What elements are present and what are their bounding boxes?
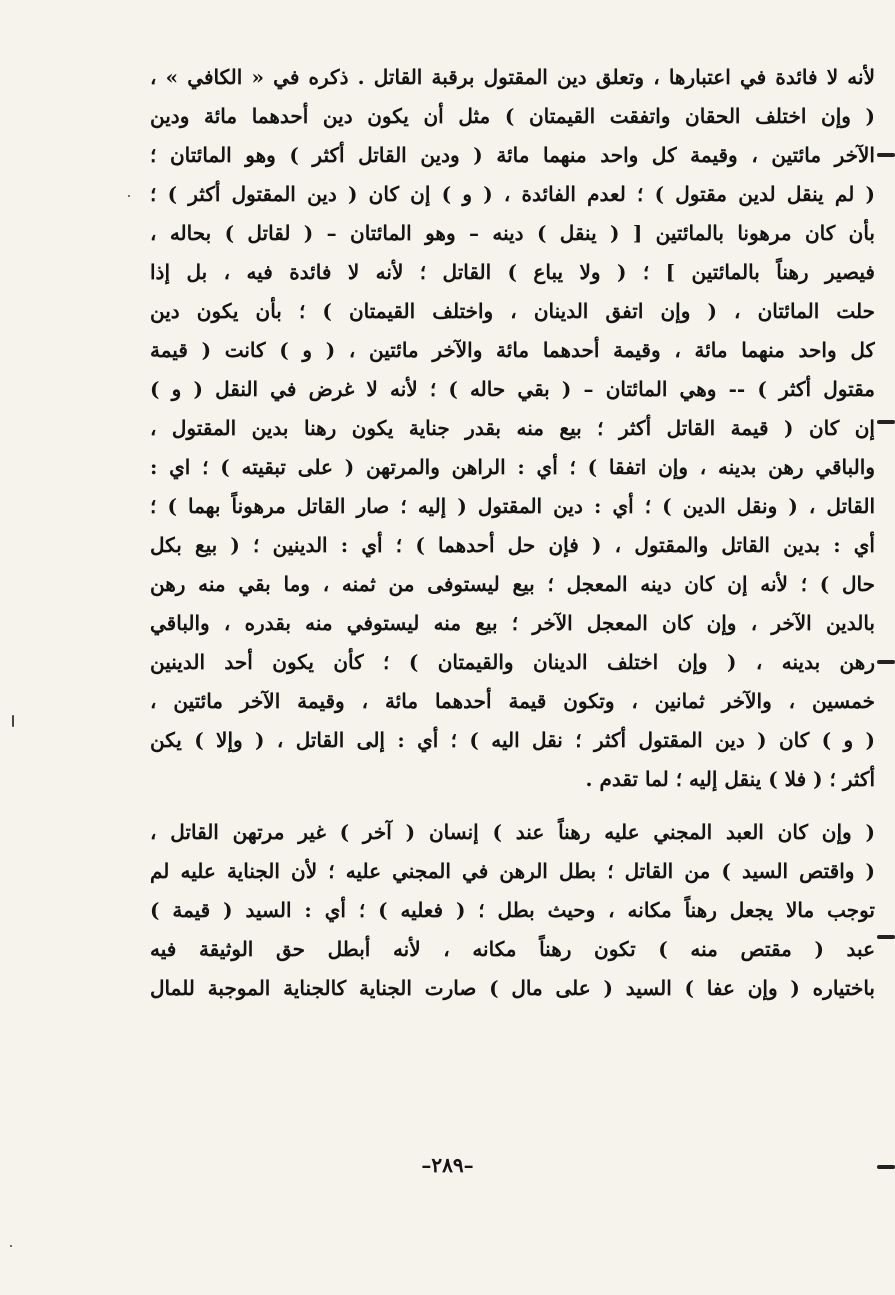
text-line: حال ) ؛ لأنه إن كان دينه المعجل ؛ بيع ليستوفى من ثمنه ، وما بقي منه رهن (150, 572, 875, 596)
text-line: حلت المائتان ، ( وإن اتفق الدينان ، واختلف القيمتان ) ؛ بأن يكون دين (150, 299, 875, 323)
scan-speck (10, 1245, 12, 1247)
text-line: رهن بدينه ، ( وإن اختلف الدينان والقيمتان ) ؛ كأن يكون أحد الدينين (150, 650, 875, 674)
page-number: –٢٨٩– (421, 1153, 474, 1177)
body-text (150, 58, 875, 1008)
margin-mark (877, 935, 895, 939)
text-line: القاتل ، ( ونقل الدين ) ؛ أي : دين المقتول ( إليه ؛ صار القاتل مرهوناً بهما ) ؛ (150, 494, 875, 518)
text-line: ( وإن اختلف الحقان واتفقت القيمتان ) مثل أن يكون دين أحدهما مائة ودين (150, 104, 875, 128)
scan-speck (128, 195, 130, 197)
text-line: إن كان ( قيمة القاتل أكثر ؛ بيع منه بقدر جناية يكون رهنا بدين المقتول ، (150, 416, 875, 440)
text-line: والباقي رهن بدينه ، وإن اتفقا ) ؛ أي : الراهن والمرتهن ( على تبقيته ) ؛ اي : (150, 455, 875, 479)
margin-mark (877, 420, 895, 424)
text-line: فيصير رهناً بالمائتين ] ؛ ( ولا يباع ) القاتل ؛ لأنه لا فائدة فيه ، بل إذا (150, 260, 875, 284)
margin-mark (877, 153, 895, 157)
paragraph-gap (150, 799, 875, 813)
text-line: أكثر ؛ ( فلا ) ينقل إليه ؛ لما تقدم . (585, 767, 875, 791)
text-line: الآخر مائتين ، وقيمة كل واحد منهما مائة ( ودين القاتل أكثر ) وهو المائتان ؛ (150, 143, 875, 167)
text-line: ( و ) كان ( دين المقتول أكثر ؛ نقل اليه ) ؛ أي : إلى القاتل ، ( وإلا ) يكن (150, 728, 875, 752)
text-line: مقتول أكثر ) -- وهي المائتان – ( بقي حاله ) ؛ لأنه لا غرض في النقل ( و ) (150, 377, 875, 401)
margin-mark (877, 660, 895, 664)
text-line: لأنه لا فائدة في اعتبارها ، وتعلق دين المقتول برقبة القاتل . ذكره في « الكافي » ، (150, 65, 875, 89)
text-line: عبد ( مقتص منه ) تكون رهناً مكانه ، لأنه أبطل حق الوثيقة فيه (150, 937, 875, 961)
paragraph-1 (150, 58, 875, 799)
text-line: باختياره ( وإن عفا ) السيد ( على مال ) صارت الجناية كالجناية الموجبة للمال (150, 976, 875, 1000)
text-line: كل واحد منهما مائة ، وقيمة أحدهما مائة والآخر مائتين ، ( و ) كانت ( قيمة (150, 338, 875, 362)
text-line: خمسين ، والآخر ثمانين ، وتكون قيمة أحدهما مائة ، وقيمة الآخر مائتين ، (150, 689, 875, 713)
text-line: ( وإن كان العبد المجني عليه رهناً عند ) إنسان ( آخر ) غير مرتهن القاتل ، (150, 820, 875, 844)
paragraph-2 (150, 813, 875, 1008)
margin-mark (877, 1165, 895, 1169)
text-line: ( لم ينقل لدين مقتول ) ؛ لعدم الفائدة ، ( و ) إن كان ( دين المقتول أكثر ) ؛ (150, 182, 875, 206)
text-line: بالدين الآخر ، وإن كان المعجل الآخر ؛ بيع منه ليستوفي منه بقدره ، والباقي (150, 611, 875, 635)
text-line: أي : بدين القاتل والمقتول ، ( فإن حل أحدهما ) ؛ أي : الدينين ؛ ( بيع بكل (150, 533, 875, 557)
text-line: ( واقتص السيد ) من القاتل ؛ بطل الرهن في المجني عليه ؛ لأن الجناية عليه لم (150, 859, 875, 883)
scan-speck (12, 715, 14, 727)
text-line: توجب مالا يجعل رهناً مكانه ، وحيث بطل ؛ ( فعليه ) ؛ أي : السيد ( قيمة ) (150, 898, 875, 922)
text-line: بأن كان مرهونا بالمائتين [ ( ينقل ) دينه – وهو المائتان – ( لقاتل ) بحاله ، (150, 221, 875, 245)
